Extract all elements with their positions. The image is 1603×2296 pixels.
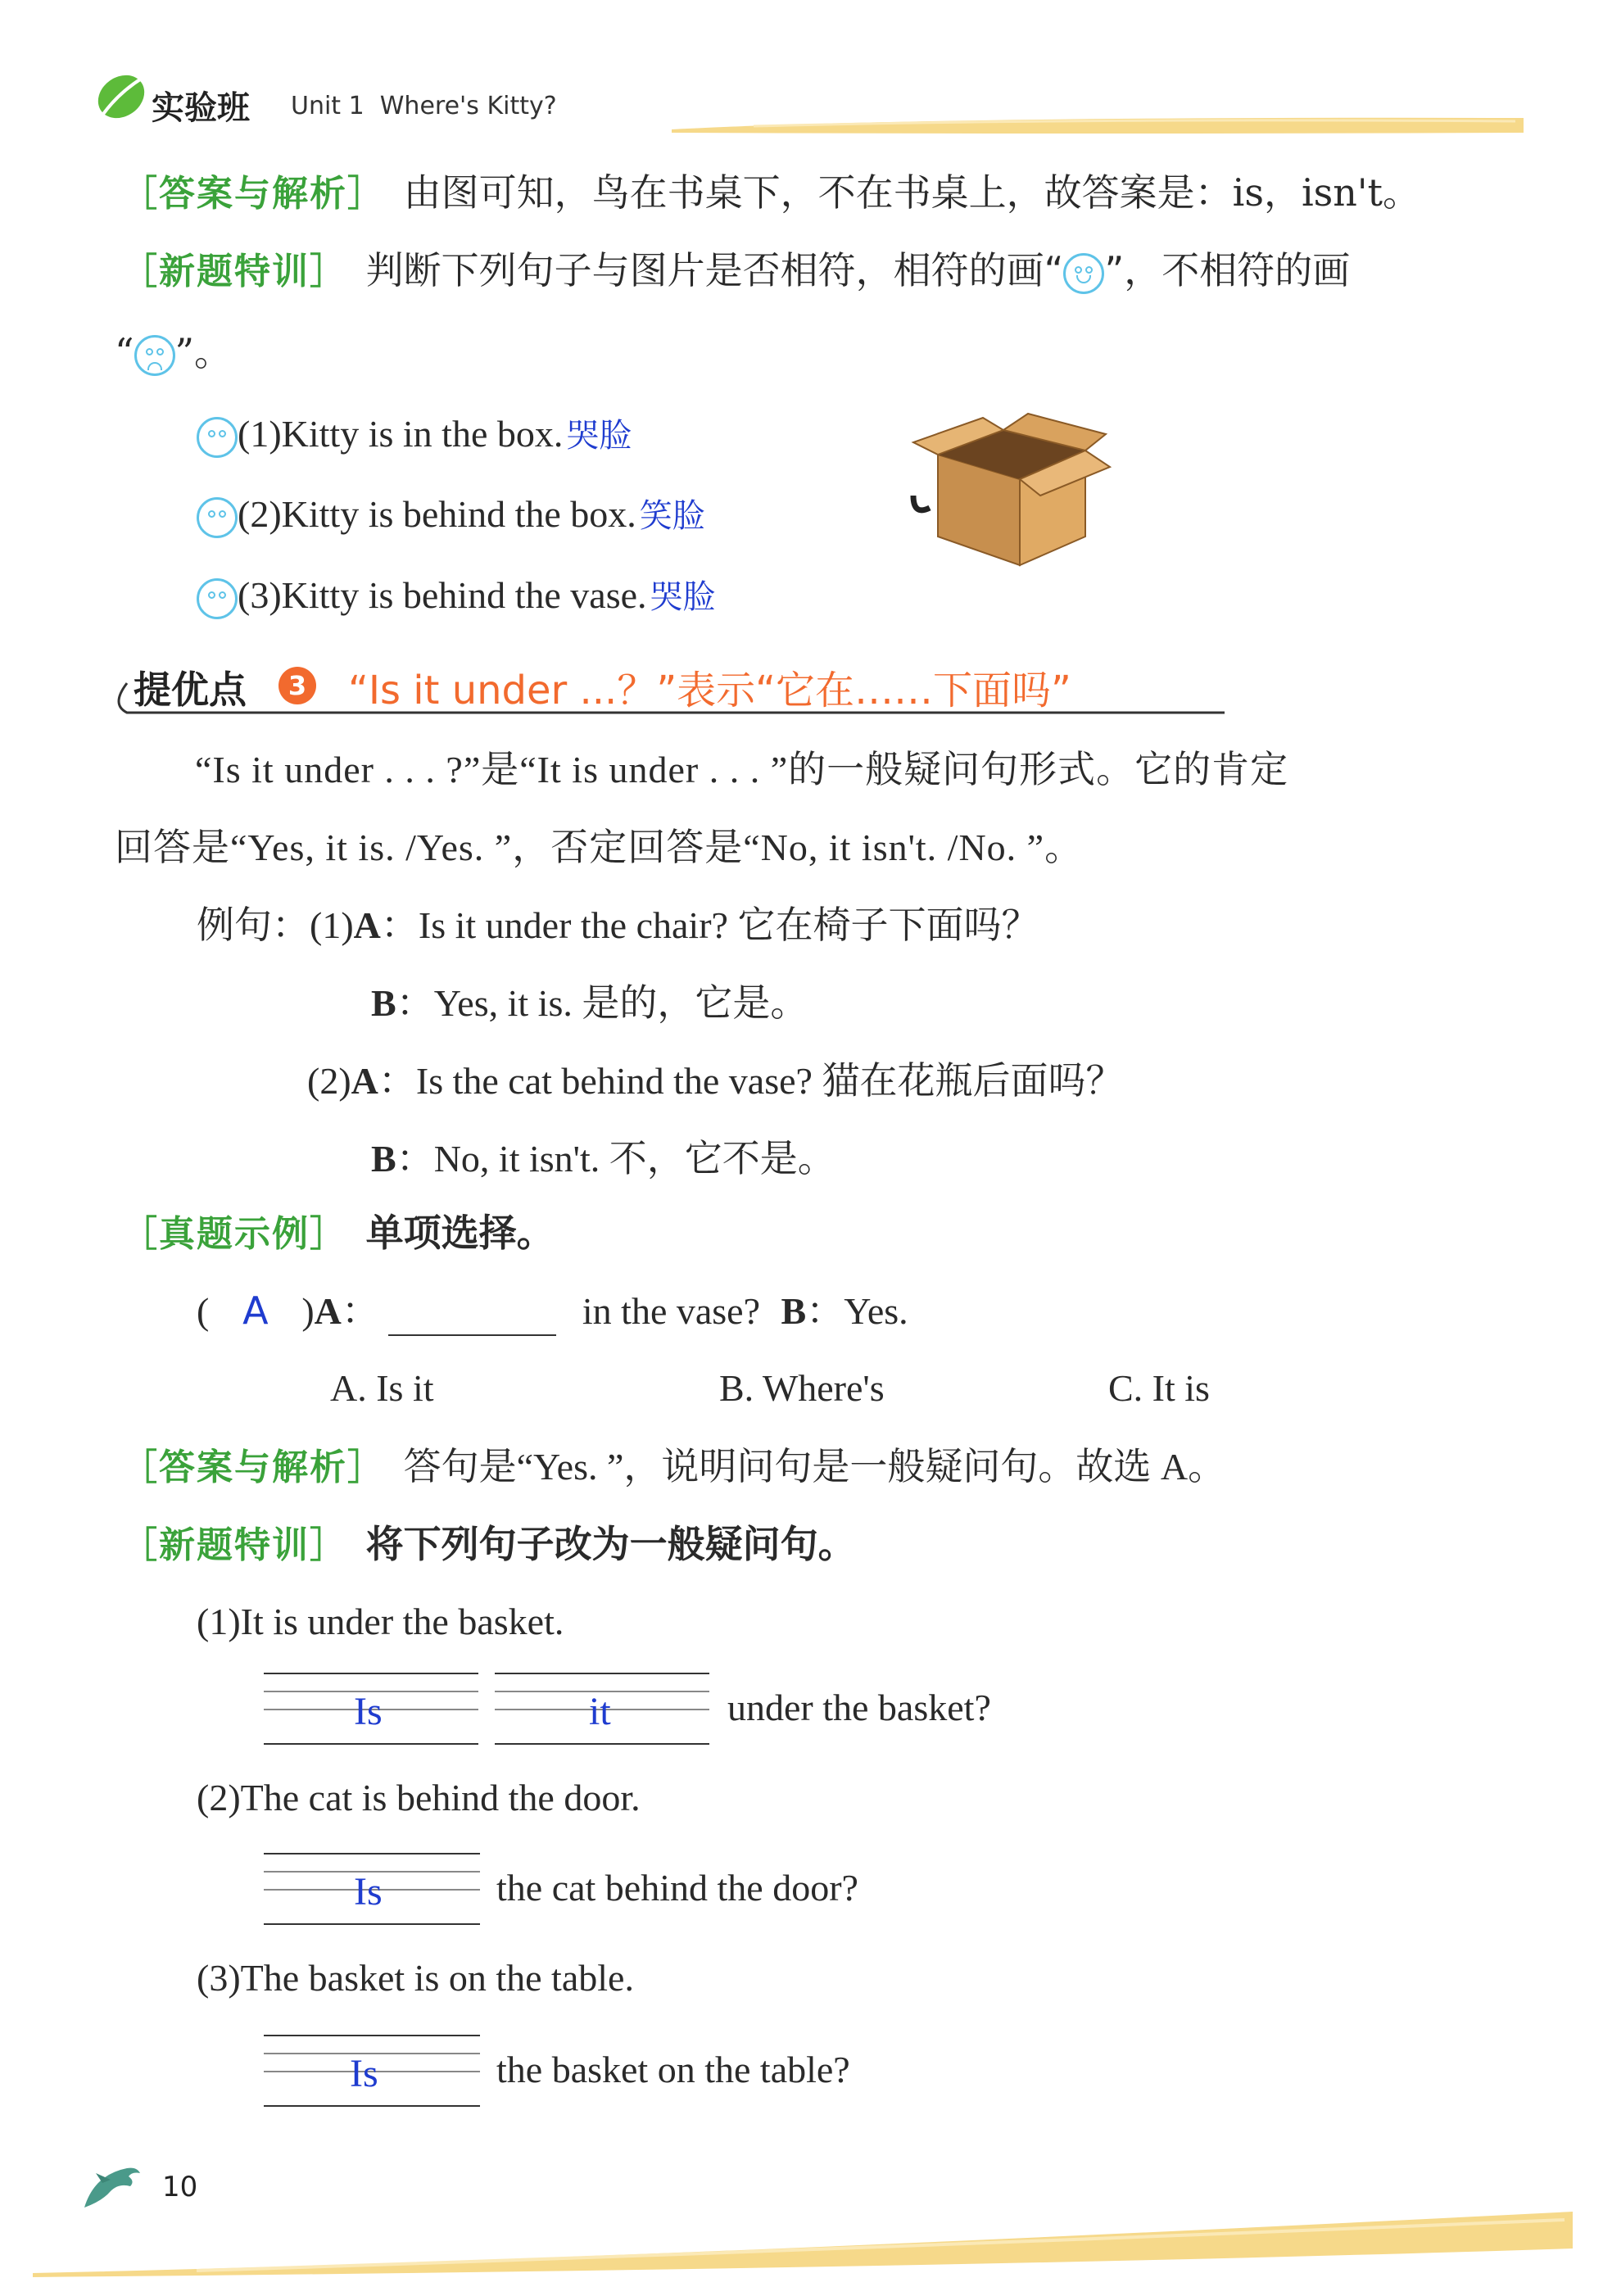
box-with-cat-tail-illustration [905,405,1118,569]
quote-close: ”。 [174,330,233,374]
option-a: A. Is it [330,1367,434,1409]
leaf-logo-icon [92,70,149,124]
example-label: 例句： [197,904,310,946]
point-3-heading [111,655,1225,721]
real-question-label: ［真题示例］ [121,1213,347,1255]
heading-underline [111,680,1225,721]
item-answer: 笑脸 [639,497,705,535]
answer-analysis-label: ［答案与解析］ [121,173,385,215]
example-1-a [197,901,1039,950]
answer-word: Is [354,1870,383,1913]
point-title: “Is it under ...？”表示“它在……下面吗” [348,668,1071,713]
real-question-instruction: 单项选择。 [365,1211,555,1255]
example-num: (1) [310,904,354,946]
writing-lines-2[interactable] [264,1853,480,1927]
example-2-a [307,1057,1123,1106]
header-stripe [672,115,1524,136]
training-2-heading [121,1519,856,1570]
example-text: ：Yes, it is. 是的，它是。 [396,982,808,1024]
training-instruction: 将下列句子改为一般疑问句。 [365,1522,856,1566]
unit-title: Unit 1 Where's Kitty? [291,92,557,120]
speaker-b: B [371,982,396,1024]
answer-analysis-2 [121,1442,1225,1492]
real-question-line [197,1286,908,1336]
explanation-line-1: “Is it under . . . ?”是“It is under . . . ”的一般疑问句形式。它的肯定 [195,749,1289,790]
training-text-a: 判断下列句子与图片是否相符，相符的画“ [365,248,1064,292]
answer-analysis-text: 答句是“Yes. ”，说明问句是一般疑问句。故选 A。 [403,1446,1226,1488]
answer-word: it [589,1690,611,1733]
blank-face-icon [197,497,238,538]
point-number-badge: 3 [278,667,316,704]
training-2-rest-2: the cat behind the door? [496,1867,858,1909]
answer-word: Is [354,1690,383,1733]
answer-analysis-label: ［答案与解析］ [121,1447,385,1488]
colon: ： [341,1290,379,1332]
speaker-a: A [351,1060,378,1102]
question-text: in the vase? [582,1290,761,1332]
training-2-prompt-2: (2)The cat is behind the door. [197,1777,641,1818]
answer-analysis-1 [121,168,1420,219]
speaker-a: A [314,1290,342,1332]
speaker-b: B [371,1138,396,1180]
example-num: (2) [307,1060,351,1102]
writing-lines-3[interactable] [264,2035,480,2108]
item-answer: 哭脸 [566,417,632,455]
training-1-instruction [121,246,1350,297]
example-2-b [371,1134,835,1184]
blank-face-icon [197,578,238,619]
example-text: ：Is it under the chair? 它在椅子下面吗？ [380,904,1039,946]
training-2-prompt-3: (3)The basket is on the table. [197,1957,634,1999]
footer-stripe [33,2203,1573,2277]
item-answer: 哭脸 [650,578,716,616]
reply: ：Yes. [806,1290,908,1332]
option-c: C. It is [1108,1367,1210,1409]
blank-face-icon [197,417,238,458]
option-b: B. Where's [719,1367,885,1409]
writing-lines-1b[interactable] [495,1673,709,1746]
training-2-rest-1: under the basket? [727,1687,991,1728]
page-number: 10 [162,2171,198,2203]
item-text: (2)Kitty is behind the box. [238,493,636,535]
training-1-item-1 [197,410,632,460]
training-1-item-3 [197,571,716,622]
smile-face-icon [1063,253,1104,294]
training-1-item-2 [197,490,705,541]
brand-title: 实验班 [152,89,250,127]
training-1-instruction-cont [115,328,232,377]
example-1-b [371,979,808,1028]
quote-open: “ [115,330,134,374]
paren-close: ) [301,1290,315,1332]
answer-word: Is [350,2052,378,2095]
answer-blank[interactable] [388,1298,556,1336]
example-text: ：Is the cat behind the vase? 猫在花瓶后面吗？ [378,1060,1124,1102]
training-label: ［新题特训］ [121,1524,347,1566]
explanation-line-2: 回答是“Yes, it is. /Yes. ”，否定回答是“No, it isn't. /No. ”。 [115,826,1084,868]
training-text-b: ”，不相符的画 [1104,248,1351,292]
choice-answer: A [242,1288,269,1333]
training-2-rest-3: the basket on the table? [496,2049,850,2090]
item-text: (3)Kitty is behind the vase. [238,574,647,616]
training-label: ［新题特训］ [121,251,347,292]
training-2-prompt-1: (1)It is under the basket. [197,1601,564,1642]
sad-face-icon [134,335,175,376]
speaker-b: B [781,1290,807,1332]
example-text: ：No, it isn't. 不，它不是。 [396,1138,835,1180]
header [0,0,1603,139]
writing-lines-1a[interactable] [264,1673,478,1746]
real-question-heading [121,1208,555,1259]
answer-analysis-text: 由图可知，鸟在书桌下，不在书桌上，故答案是：is，isn't。 [403,170,1421,215]
point-title-prefix: 提优点 [134,668,247,712]
speaker-a: A [353,904,381,946]
item-text: (1)Kitty is in the box. [238,413,564,455]
paren-open: ( [197,1290,210,1332]
